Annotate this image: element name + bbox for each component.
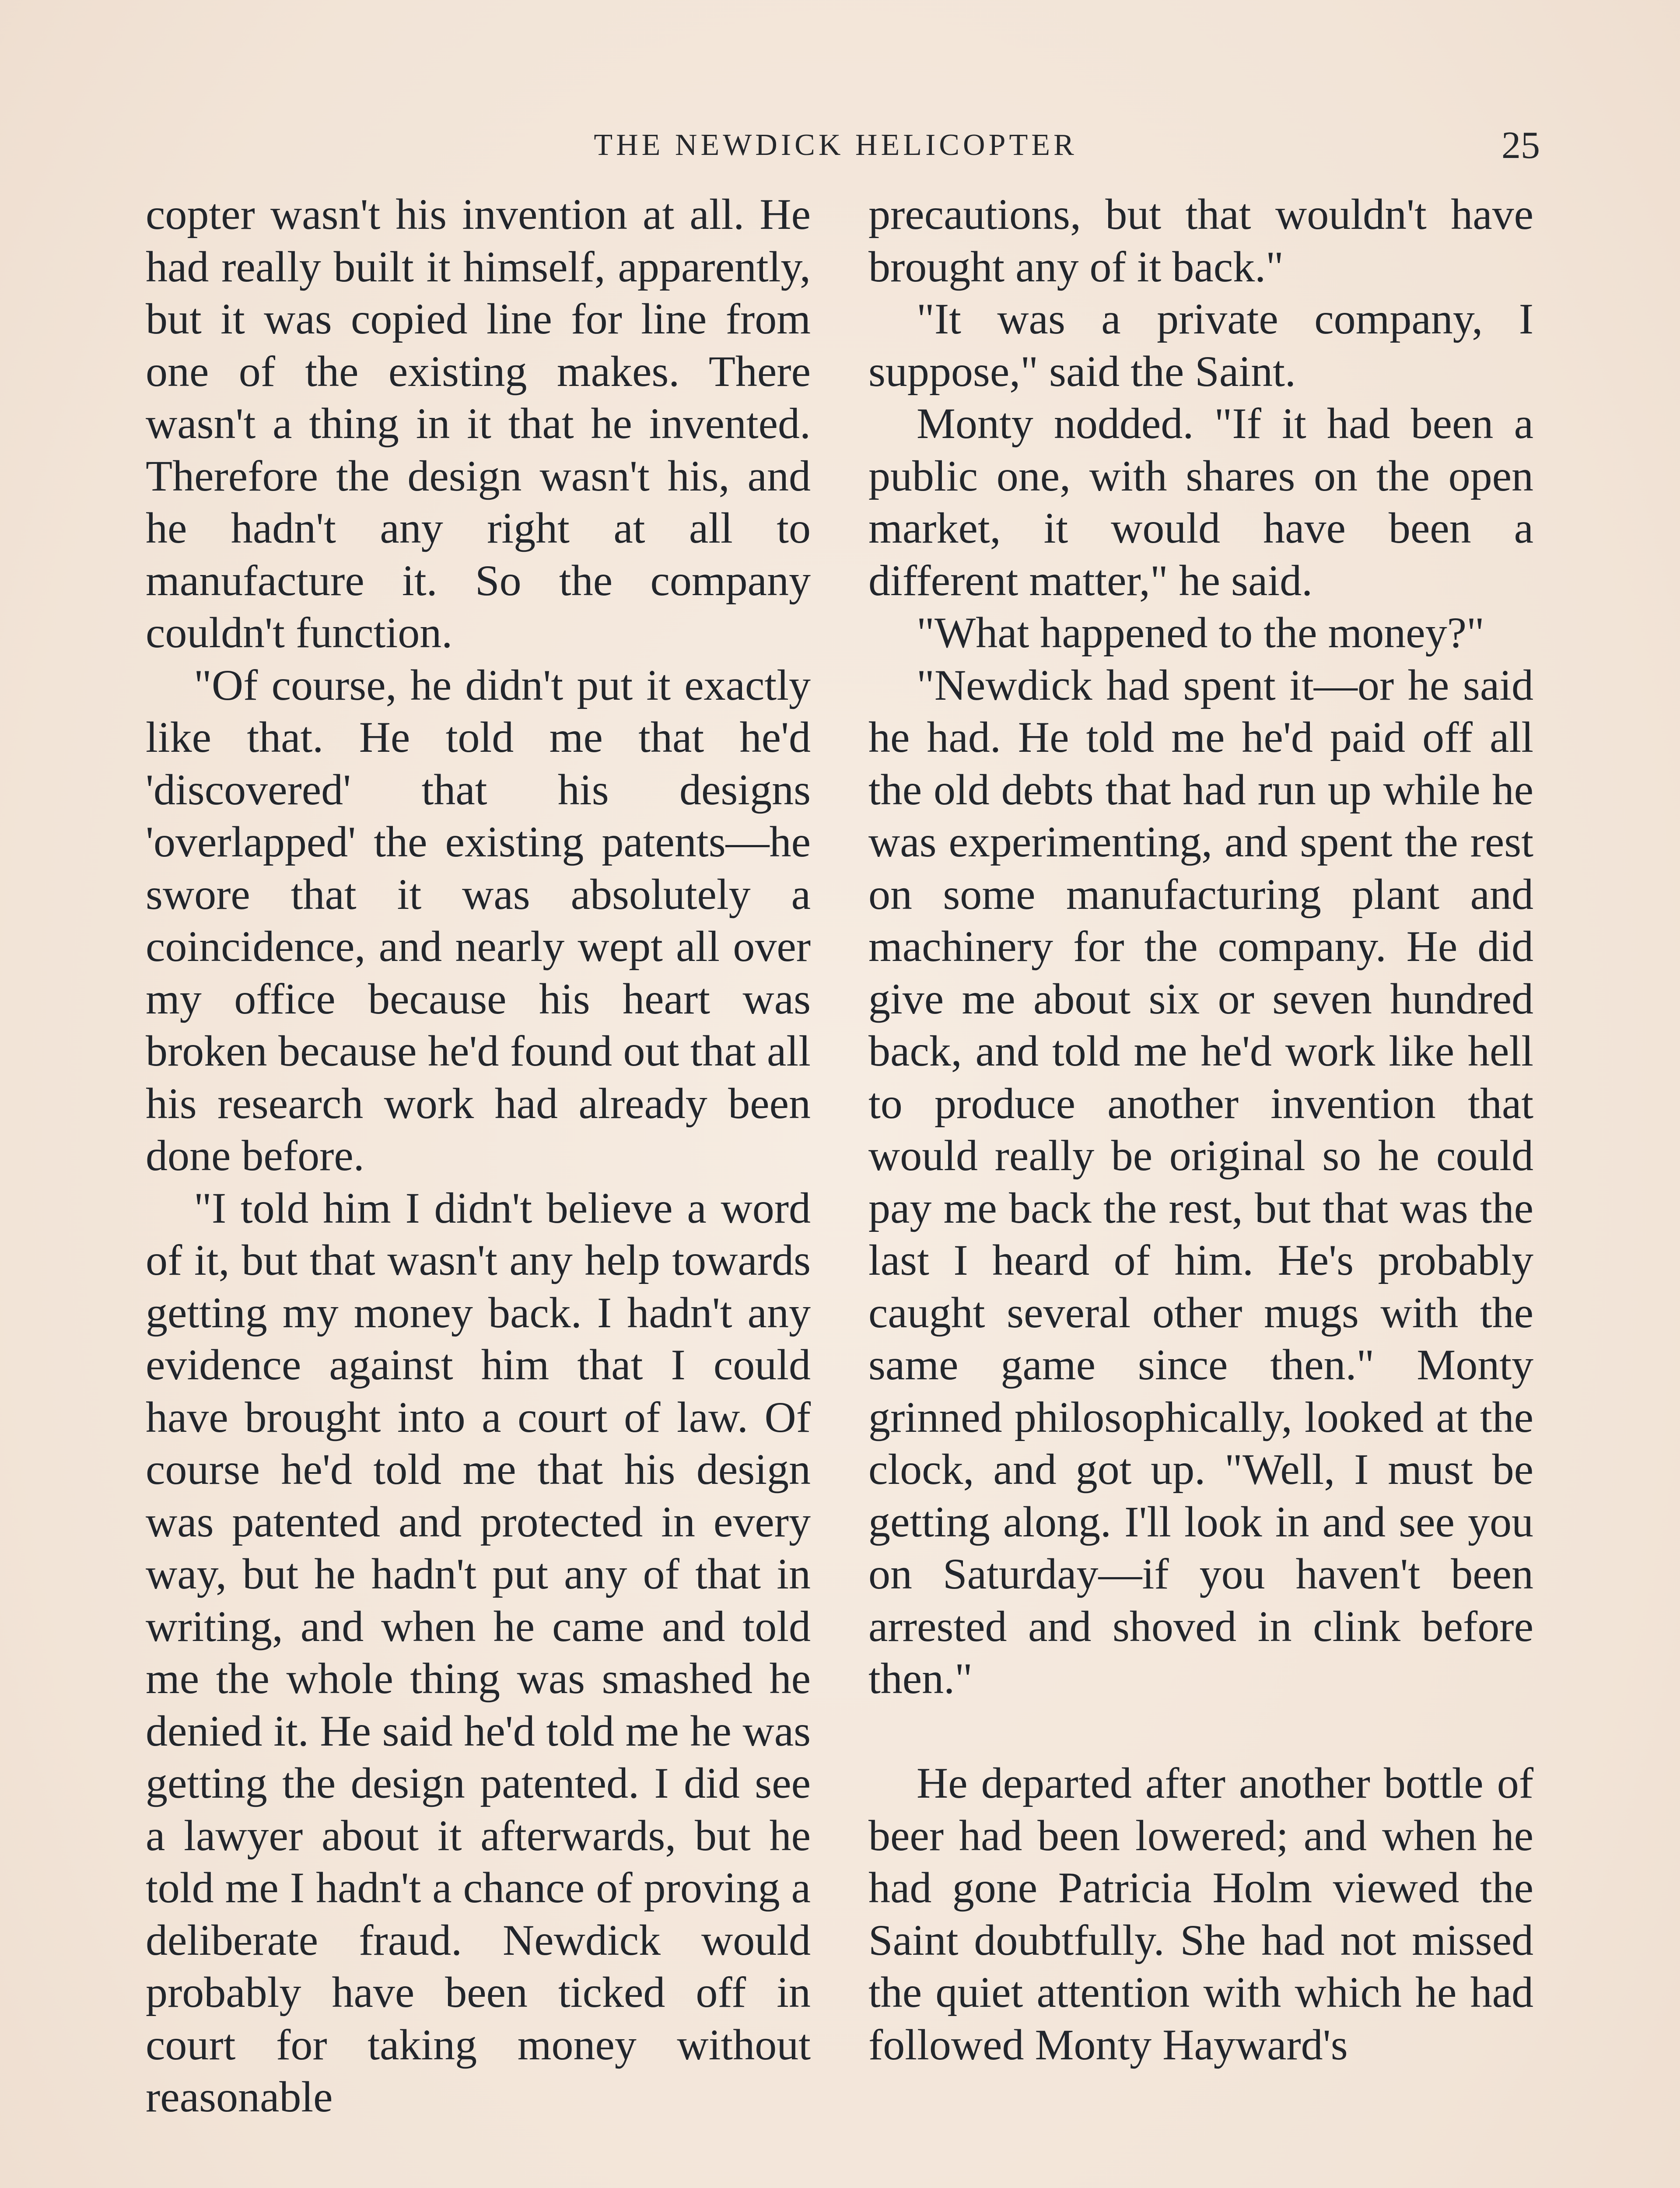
paragraph: He departed after another bottle of beer had been lowered; and when he had gone Patricia Holm viewed the Saint doubtfully. She had not missed the quiet attention with which he had followed Monty Hayward's <box>868 1759 1533 2069</box>
paragraph: "I told him I didn't believe a word of it, but that wasn't any help towards getting my money back. I hadn't any evidence against him that I could have brought into a court of law. Of course he'd told me that his design was patented and protected in every way, but he hadn't put any of that in writing, and when he came and told me the whole thing was smashed he denied it. He said he'd told me he was getting the design patented. I did see a lawyer about it afterwards, but he told me I hadn't a chance of proving a deliberate fraud. Newdick would probably have been ticked off in court for taking money without reasonable <box>146 1183 811 2121</box>
running-head: THE NEWDICK HELICOPTER <box>594 128 1078 162</box>
page-number: 25 <box>1502 124 1540 167</box>
paragraph: "What happened to the money?" <box>917 608 1484 657</box>
paragraph: "Newdick had spent it—or he said he had. He told me he'd paid off all the old debts that had run up while he was experimenting, and spent the rest on some manufacturing plant and machinery for the company. He did give me about six or seven hundred back, and told me he'd work like hell to produce another invention that would really be original so he could pay me back the rest, but that was the last I heard of him. He's probably caught several other mugs with the same game since then." Monty grinned philosophically, looked at the clock, and got up. "Well, I must be getting along. I'll look in and see you on Saturday—if you haven't been arrested and shoved in clink before then." <box>868 660 1533 1703</box>
paragraph: Monty nodded. "If it had been a public one, with shares on the open market, it would have been a different matter," he said. <box>868 399 1533 605</box>
paragraph: precautions, but that wouldn't have brought any of it back." <box>868 190 1533 291</box>
left-column <box>146 188 811 2123</box>
paragraph: copter wasn't his invention at all. He had really built it himself, apparently, but it was copied line for line from one of the existing makes. There wasn't a thing in it that he invented. Therefore the design wasn't his, and he hadn't any right at all to manufacture it. So the company couldn't function. <box>146 190 811 657</box>
paragraph: "Of course, he didn't put it exactly like that. He told me that he'd 'discovered' that his designs 'overlapped' the existing patents—he swore that it was absolutely a coincidence, and nearly wept all over my office because his heart was broken because he'd found out that all his research work had already been done before. <box>146 660 811 1180</box>
right-column <box>868 188 1533 2071</box>
paragraph: "It was a private company, I suppose," said the Saint. <box>868 295 1533 396</box>
